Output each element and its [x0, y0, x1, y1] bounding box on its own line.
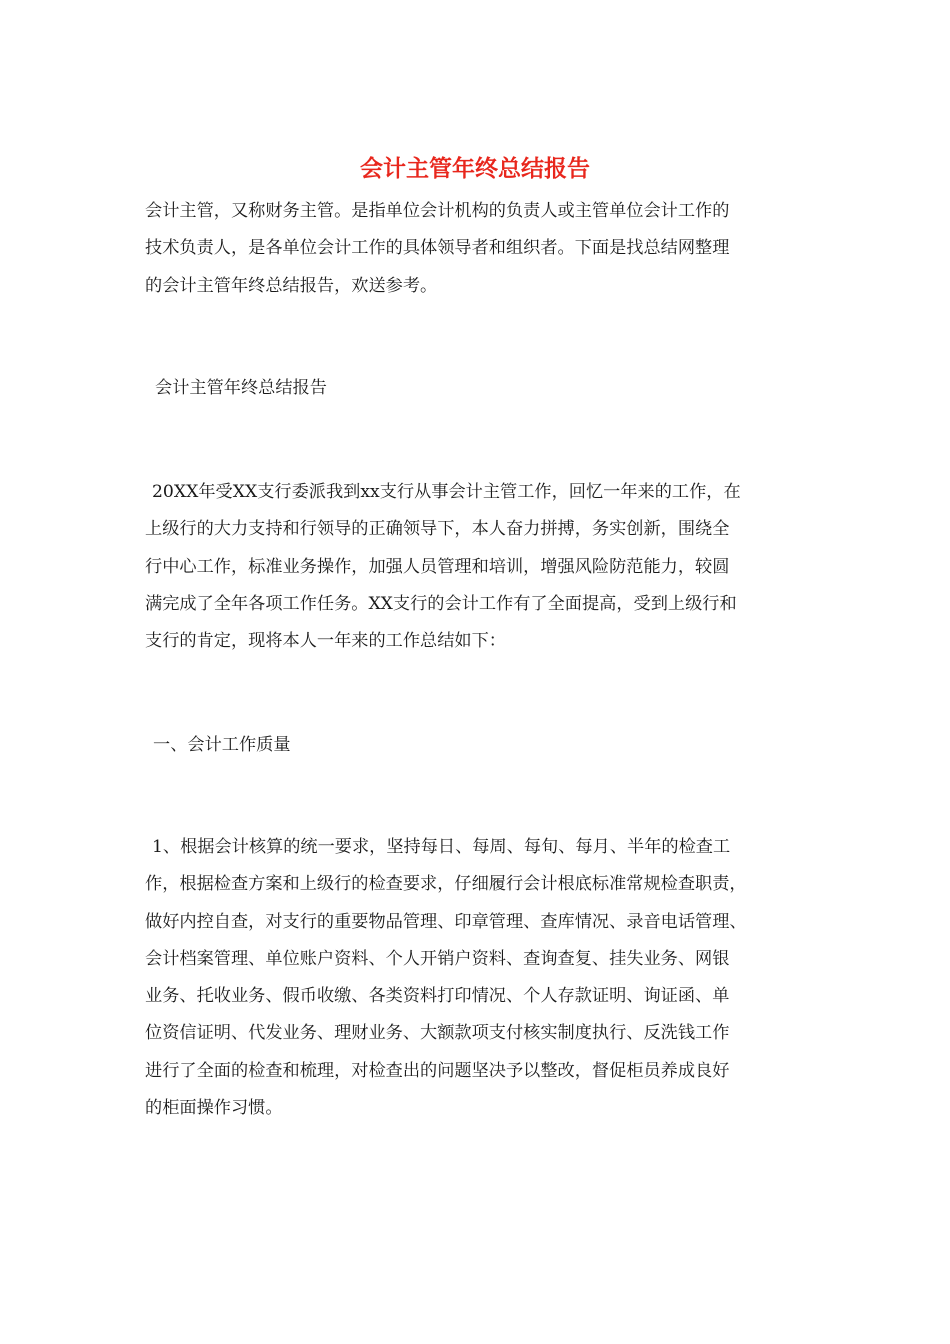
paragraph-summary [145, 474, 815, 660]
paragraph-line: 20XX年受XX支行委派我到xx支行从事会计主管工作，回忆一年来的工作，在 [152, 482, 741, 502]
paragraph-line: 业务、托收业务、假币收缴、各类资料打印情况、个人存款证明、询证函、单 [145, 986, 730, 1007]
paragraph-line: 满完成了全年各项工作任务。XX支行的会计工作有了全面提高，受到上级行和 [145, 593, 737, 614]
paragraph-line: 作，根据检查方案和上级行的检查要求，仔细履行会计根底标准常规检查职责， [145, 874, 747, 895]
document-title: 会计主管年终总结报告 [360, 155, 590, 182]
report-subtitle [155, 370, 825, 407]
paragraph-line: 做好内控自查，对支行的重要物品管理、印章管理、查库情况、录音电话管理、 [145, 911, 747, 932]
paragraph-quality-check [145, 829, 815, 1127]
intro-line: 的会计主管年终总结报告，欢送参考。 [145, 275, 438, 296]
intro-line: 技术负责人，是各单位会计工作的具体领导者和组织者。下面是找总结网整理 [145, 238, 730, 259]
intro-paragraph [145, 193, 815, 305]
paragraph-line: 支行的肯定，现将本人一年来的工作总结如下： [145, 631, 506, 652]
section-heading-text: 一、会计工作质量 [153, 735, 291, 755]
paragraph-line: 会计档案管理、单位账户资料、个人开销户资料、查询查复、挂失业务、网银 [145, 948, 730, 969]
intro-line: 会计主管，又称财务主管。是指单位会计机构的负责人或主管单位会计工作的 [145, 201, 730, 221]
paragraph-line: 的柜面操作习惯。 [145, 1098, 283, 1119]
paragraph-line: 1、根据会计核算的统一要求，坚持每日、每周、每旬、每月、半年的检查工 [152, 837, 731, 857]
paragraph-line: 行中心工作，标准业务操作，加强人员管理和培训，增强风险防范能力，较圆 [145, 556, 730, 577]
section-heading [153, 727, 823, 764]
paragraph-line: 位资信证明、代发业务、理财业务、大额款项支付核实制度执行、反洗钱工作 [145, 1023, 730, 1044]
paragraph-line: 进行了全面的检查和梳理，对检查出的问题坚决予以整改，督促柜员养成良好 [145, 1060, 730, 1081]
subtitle-text: 会计主管年终总结报告 [155, 378, 327, 398]
paragraph-line: 上级行的大力支持和行领导的正确领导下，本人奋力拼搏，务实创新，围绕全 [145, 519, 730, 540]
